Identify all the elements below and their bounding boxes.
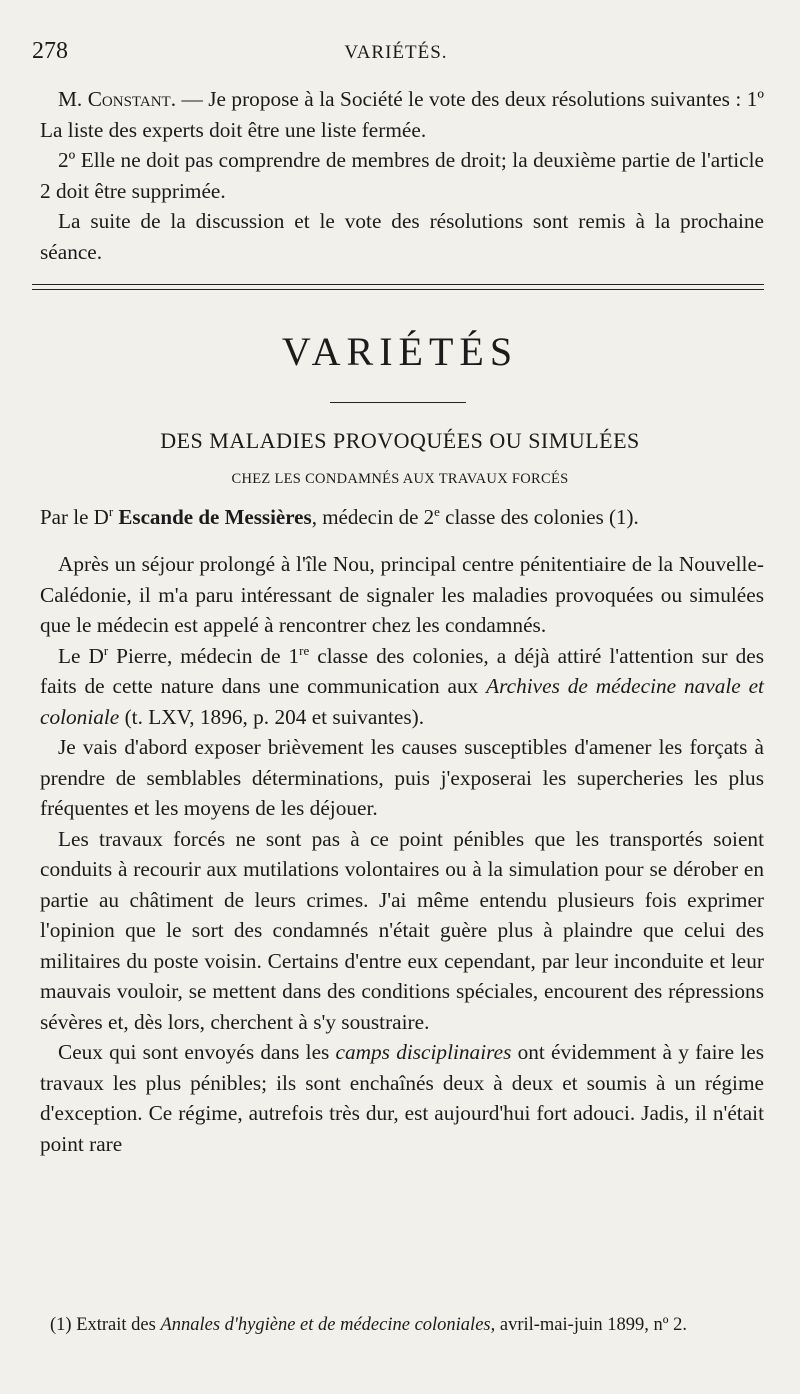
paragraph-text: ont évidemment à y faire les travaux les plus pénibles; ils sont enchaînés deux à deux et soumis à un régime d'exception. Ce régime, autrefois très dur, est aujourd'hui fort adouci. Jadis, il n'était point rare — [40, 1040, 764, 1156]
article-title: DES MALADIES PROVOQUÉES OU SIMULÉES — [160, 428, 640, 453]
paragraph-text: — Je propose à la Société le vote des deux résolutions suivantes : 1º La liste des experts doit être une liste fermée. — [40, 87, 764, 142]
italic-term: camps disciplinaires — [335, 1040, 512, 1064]
paragraph-text: Ceux qui sont envoyés dans les — [58, 1040, 336, 1064]
author-name: Escande de Messières — [118, 505, 312, 529]
speaker-name: M. Constant. — [58, 87, 177, 111]
continuation-text — [40, 84, 764, 267]
paragraph-text: Pierre, médecin de 1 — [108, 643, 300, 668]
paragraph — [40, 84, 764, 145]
superscript: r — [103, 642, 109, 658]
byline-text: , médecin de 2 — [311, 505, 435, 529]
byline-sup: r — [108, 504, 114, 519]
page-number: 278 — [32, 38, 68, 64]
paragraph: La suite de la discussion et le vote des résolutions sont remis à la prochaine séance. — [40, 209, 764, 264]
paragraph: 2º Elle ne doit pas comprendre de membres de droit; la deuxième partie de l'article 2 doit être supprimée. — [40, 148, 764, 203]
paragraph: Les travaux forcés ne sont pas à ce point pénibles que les transportés soient conduits à recourir aux mutilations volontaires ou à la simulation pour se dérober en partie au châtiment de leurs crimes. J'ai même entendu plusieurs fois exprimer l'opinion que le sort des condamnés n'était guère plus à plaindre que celui des militaires du poste voisin. Certains d'entre eux cependant, par leur inconduite et leur mauvais vouloir, se mettent dans des conditions spéciales, encourent des répressions sévères et, dès lors, cherchent à s'y soustraire. — [40, 826, 764, 1034]
running-title: VARIÉTÉS. — [344, 42, 448, 63]
superscript: re — [299, 642, 310, 658]
byline-sup: e — [434, 504, 440, 519]
paragraph: Je vais d'abord exposer brièvement les causes susceptibles d'amener les forçats à prendre de semblables déterminations, puis j'exposerai les supercheries les plus fréquentes et les moyens de les déjouer. — [40, 735, 764, 820]
double-rule-bottom — [32, 289, 764, 290]
article-body — [40, 549, 764, 1159]
footnote-text: , avril-mai-juin 1899, nº 2. — [490, 1315, 687, 1335]
paragraph-text: (t. LXV, 1896, p. 204 et suivantes). — [119, 704, 425, 729]
page-header — [32, 38, 760, 74]
title-divider — [330, 402, 466, 403]
article-byline — [40, 505, 764, 530]
footnote-journal: Annales d'hygiène et de médecine coloniales — [160, 1315, 491, 1335]
byline-text: classe des colonies (1). — [439, 505, 639, 529]
paragraph — [40, 641, 764, 733]
paragraph: Après un séjour prolongé à l'île Nou, principal centre pénitentiaire de la Nouvelle-Calédonie, il m'a paru intéressant de signaler les maladies provoquées ou simulées que le médecin est appelé à rencontrer chez les condamnés. — [40, 552, 764, 637]
article-subtitle: CHEZ LES CONDAMNÉS AUX TRAVAUX FORCÉS — [231, 471, 569, 487]
footnote — [50, 1312, 764, 1339]
double-rule-top — [32, 284, 764, 285]
section-title: VARIÉTÉS — [281, 329, 519, 374]
paragraph — [40, 1037, 764, 1159]
journal-title: Archives de médecine navale et coloniale — [40, 674, 764, 729]
paragraph-text: classe des colonies, a déjà attiré l'attention sur des faits de cette nature dans une communication aux — [40, 643, 764, 698]
footnote-text: (1) Extrait des — [50, 1315, 161, 1335]
byline-text: Par le D — [40, 505, 109, 529]
paragraph-text: Le D — [58, 643, 104, 668]
